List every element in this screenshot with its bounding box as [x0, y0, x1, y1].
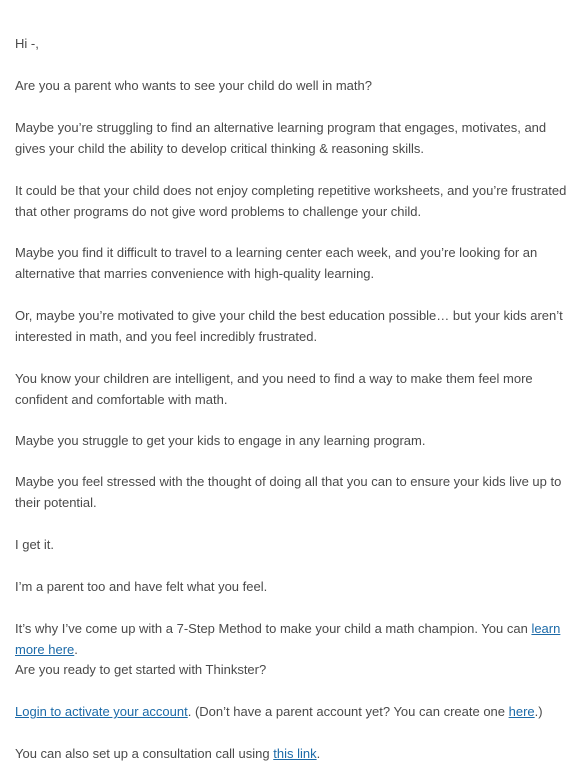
- create-account-here-link[interactable]: here: [508, 704, 535, 719]
- paragraph-login: [15, 701, 567, 722]
- seven-step-period: .: [74, 642, 78, 657]
- greeting: Hi -,: [15, 36, 39, 51]
- paragraph-seven-step-method: [15, 618, 567, 660]
- paragraph-parent-question: Are you a parent who wants to see your child do well in math?: [15, 78, 372, 93]
- paragraph-ready: Are you ready to get started with Thinkster?: [15, 662, 267, 677]
- consultation-period: .: [316, 746, 321, 761]
- paragraph-best-education: Or, maybe you’re motivated to give your child the best education possible… but your kids aren’t interested in math, and you feel incredibly frustrated.: [15, 308, 563, 344]
- paragraph-learning-center: Maybe you find it difficult to travel to a learning center each week, and you’re looking for an alternative that marries convenience with high-quality learning.: [15, 245, 538, 281]
- learn-more-link[interactable]: learn more here: [15, 621, 561, 657]
- seven-step-text: It’s why I’ve come up with a 7-Step Method to make your child a math champion. You can: [15, 621, 532, 636]
- login-activate-link[interactable]: Login to activate your account: [15, 704, 188, 719]
- login-end-text: .): [534, 704, 543, 719]
- paragraph-worksheets: It could be that your child does not enjoy completing repetitive worksheets, and you’re frustrated that other programs do not give word problems to challenge your child.: [15, 183, 567, 219]
- consultation-text: You can also set up a consultation call using: [15, 746, 274, 761]
- paragraph-engage: Maybe you struggle to get your kids to engage in any learning program.: [15, 433, 426, 448]
- paragraph-intelligent-children: You know your children are intelligent, and you need to find a way to make them feel more confident and comfortable with math.: [15, 371, 533, 407]
- consultation-link[interactable]: this link: [273, 746, 317, 761]
- paragraph-alternative-program: Maybe you’re struggling to find an alternative learning program that engages, motivates, and gives your child the ability to develop critical thinking & reasoning skills.: [15, 120, 547, 156]
- paragraph-consultation: [15, 743, 567, 764]
- paragraph-stressed: Maybe you feel stressed with the thought of doing all that you can to ensure your kids live up to their potential.: [15, 474, 562, 510]
- paragraph-i-get-it: I get it.: [15, 537, 55, 552]
- paragraph-parent-too: I’m a parent too and have felt what you feel.: [15, 579, 268, 594]
- login-middle-text: . (Don’t have a parent account yet? You can create one: [187, 704, 509, 719]
